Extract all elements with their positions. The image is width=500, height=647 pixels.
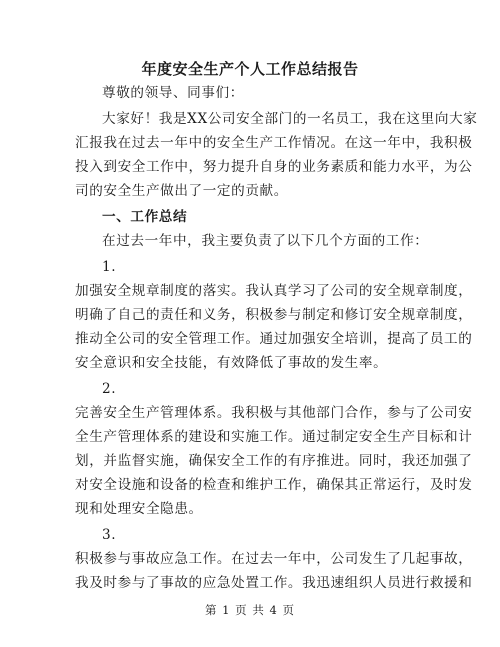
intro-line: 汇报我在过去一年中的安全生产工作情况。在这一年中，我积极 (75, 135, 473, 151)
item-line: 全生产管理体系的建设和实施工作。通过制定安全生产目标和计 (75, 429, 473, 445)
section-heading: 一、工作总结 (102, 209, 188, 225)
item-number: 1. (102, 259, 117, 275)
item-number: 3. (102, 527, 117, 543)
intro-line: 投入到安全工作中，努力提升自身的业务素质和能力水平，为公 (75, 159, 473, 175)
item-number: 2. (102, 381, 117, 397)
salutation: 尊敬的领导、同事们： (102, 85, 244, 101)
item-line: 明确了自己的责任和义务，积极参与制定和修订安全规章制度， (75, 307, 473, 323)
item-line: 安全意识和安全技能，有效降低了事故的发生率。 (75, 355, 388, 371)
item-line: 我及时参与了事故的应急处置工作。我迅速组织人员进行救援和 (75, 575, 473, 591)
intro-line: 大家好！我是XX公司安全部门的一名员工，我在这里向大家 (102, 111, 478, 127)
document-title: 年度安全生产个人工作总结报告 (141, 60, 359, 78)
item-line: 现和处理安全隐患。 (75, 501, 203, 517)
item-line: 加强安全规章制度的落实。我认真学习了公司的安全规章制度， (75, 283, 473, 299)
item-line: 完善安全生产管理体系。我积极与其他部门合作，参与了公司安 (75, 405, 473, 421)
item-line: 划，并监督实施，确保安全工作的有序推进。同时，我还加强了 (75, 453, 473, 469)
page-footer: 第 1 页 共 4 页 (205, 603, 295, 617)
item-line: 积极参与事故应急工作。在过去一年中，公司发生了几起事故， (75, 551, 473, 567)
item-line: 对安全设施和设备的检查和维护工作，确保其正常运行，及时发 (75, 477, 473, 493)
item-line: 推动全公司的安全管理工作。通过加强安全培训，提高了员工的 (75, 331, 473, 347)
intro-line: 司的安全生产做出了一定的贡献。 (75, 183, 288, 199)
section-lead: 在过去一年中，我主要负责了以下几个方面的工作： (102, 233, 429, 249)
